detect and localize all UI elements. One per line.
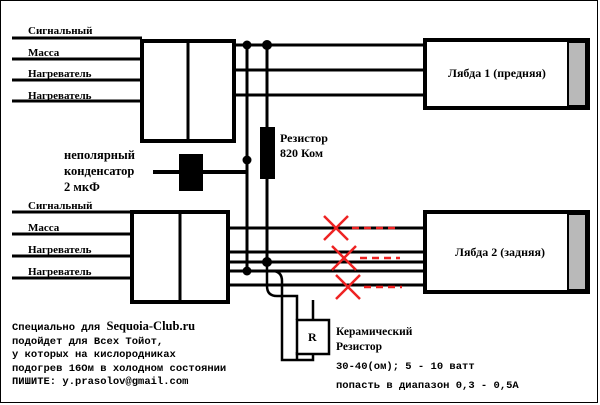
label-signal-bottom: Сигнальный (28, 200, 93, 212)
credits-line2: подойдет для Всех Тойот, (12, 335, 164, 348)
credits-line5-pre: ПИШИТЕ: (12, 376, 63, 388)
credits-line4: подогрев 16Ом в холодном состоянии (12, 362, 227, 375)
cut-marker-3 (336, 275, 402, 299)
top-block-to-lambda1 (234, 45, 425, 95)
ceramic-resistor-line1: Керамический (336, 326, 413, 338)
capacitor-label-line1: неполярный (64, 148, 135, 162)
capacitor-2uf (153, 155, 252, 190)
credits-line1-pre: Специально для (12, 322, 107, 334)
label-heater1-top: Нагреватель (28, 68, 92, 80)
label-signal-top: Сигнальный (28, 25, 93, 37)
resistor-820k-label-line1: Резистор (280, 131, 328, 145)
label-heater2-top: Нагреватель (28, 90, 92, 102)
cut-marker-2 (332, 246, 400, 270)
credits-email: y.prasolov@gmail.com (62, 376, 189, 388)
lambda-2-label: Лябда 2 (задняя) (455, 245, 545, 259)
bottom-connector-block (132, 212, 228, 302)
label-ground-top: Масса (28, 47, 60, 59)
capacitor-label-line2: конденсатор (64, 164, 135, 178)
resistor-820k (261, 128, 274, 178)
top-connector-block (142, 41, 234, 141)
ceramic-resistor-line2: Резистор (336, 341, 382, 353)
junction-dot-top-left (243, 41, 252, 50)
resistor-820k-label-line2: 820 Ком (280, 146, 324, 160)
credits-block (12, 320, 226, 390)
credits-site: Sequoia-Club.ru (106, 319, 196, 333)
capacitor-label-line3: 2 мкФ (64, 180, 100, 194)
label-ground-bottom: Масса (28, 222, 60, 234)
ceramic-resistor-letter: R (308, 330, 317, 344)
label-heater1-bottom: Нагреватель (28, 244, 92, 256)
ceramic-resistor-line4: попасть в диапазон 0,3 - 0,5А (336, 380, 519, 392)
junction-dot-top-right (262, 40, 272, 50)
label-heater2-bottom: Нагреватель (28, 266, 92, 278)
lambda-1-label: Лябда 1 (предняя) (448, 66, 546, 80)
ceramic-resistor-line3: 30-40(ом); 5 - 10 ватт (336, 361, 475, 373)
credits-line3: у которых на кислородниках (12, 349, 176, 361)
